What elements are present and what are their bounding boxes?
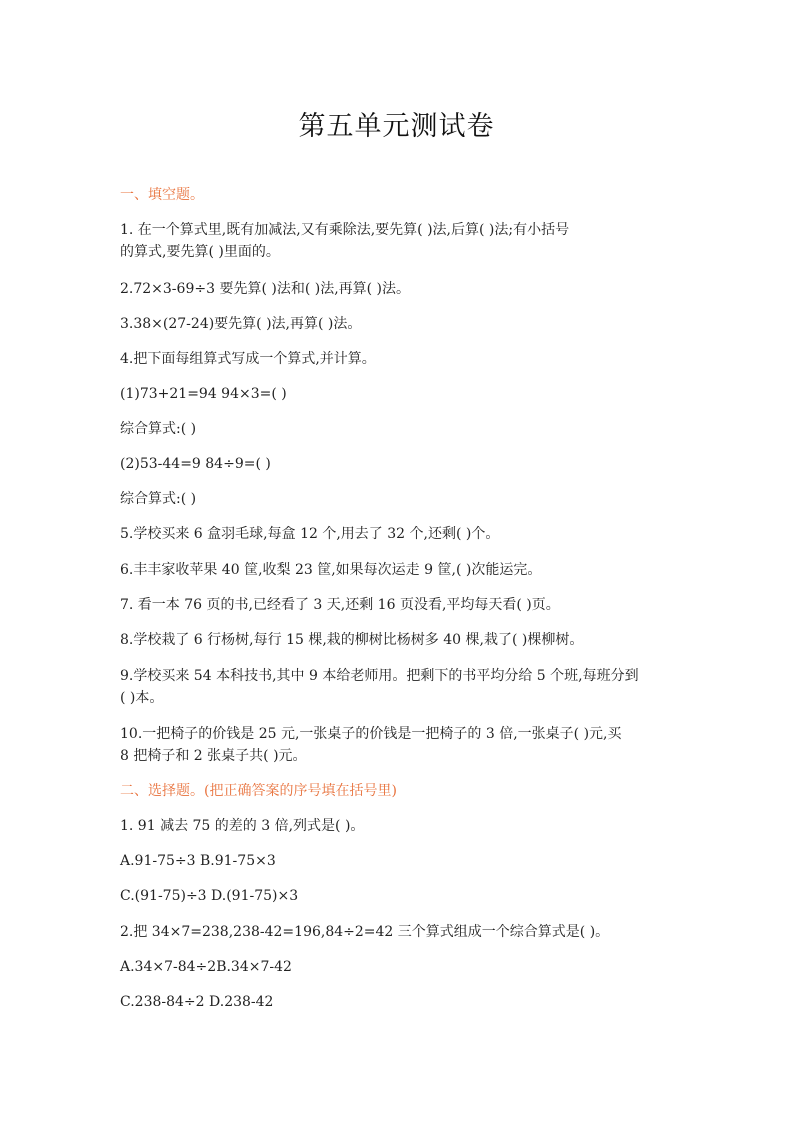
section-choice-heading: 二、选择题。(把正确答案的序号填在括号里) [120, 783, 397, 799]
question-5: 5.学校买来 6 盒羽毛球,每盒 12 个,用去了 32 个,还剩( )个。 [120, 526, 500, 542]
choice-question-2: 2.把 34×7=238,238-42=196,84÷2=42 三个算式组成一个综合算式是( )。 [120, 924, 610, 940]
page-title: 第五单元测试卷 [298, 111, 495, 142]
question-4-part-2: (2)53-44=9 84÷9=( ) [120, 456, 271, 472]
question-10-line-1: 10.一把椅子的价钱是 25 元,一张桌子的价钱是一把椅子的 3 倍,一张桌子( )元,买 [120, 726, 622, 742]
question-8: 8.学校栽了 6 行杨树,每行 15 棵,栽的柳树比杨树多 40 棵,栽了( )棵柳树。 [120, 632, 584, 648]
choice-question-2-options-cd: C.238-84÷2 D.238-42 [120, 994, 274, 1010]
section-fill-blank-heading: 一、填空题。 [120, 187, 204, 203]
question-4-part-1: (1)73+21=94 94×3=( ) [120, 386, 287, 402]
question-3: 3.38×(27-24)要先算( )法,再算( )法。 [120, 316, 362, 332]
choice-question-1-options-ab: A.91-75÷3 B.91-75×3 [120, 853, 276, 869]
question-10-line-2: 8 把椅子和 2 张桌子共( )元。 [120, 748, 307, 764]
question-2: 2.72×3-69÷3 要先算( )法和( )法,再算( )法。 [120, 281, 411, 297]
question-6: 6.丰丰家收苹果 40 筐,收梨 23 筐,如果每次运走 9 筐,( )次能运完。 [120, 562, 542, 578]
choice-question-2-options-ab: A.34×7-84÷2B.34×7-42 [120, 959, 292, 975]
question-9-line-2: ( )本。 [120, 690, 164, 706]
choice-question-1-options-cd: C.(91-75)÷3 D.(91-75)×3 [120, 888, 299, 904]
choice-question-1: 1. 91 减去 75 的差的 3 倍,列式是( )。 [120, 818, 365, 834]
question-1-line-1: 1. 在一个算式里,既有加减法,又有乘除法,要先算( )法,后算( )法;有小括号 [120, 222, 570, 238]
question-4-part-1-answer: 综合算式:( ) [120, 421, 197, 437]
question-9-line-1: 9.学校买来 54 本科技书,其中 9 本给老师用。把剩下的书平均分给 5 个班,每班分到 [120, 668, 639, 684]
question-4: 4.把下面每组算式写成一个算式,并计算。 [120, 351, 376, 367]
question-4-part-2-answer: 综合算式:( ) [120, 491, 197, 507]
question-1-line-2: 的算式,要先算( )里面的。 [120, 244, 280, 260]
question-7: 7. 看一本 76 页的书,已经看了 3 天,还剩 16 页没看,平均每天看( )页。 [120, 597, 560, 613]
